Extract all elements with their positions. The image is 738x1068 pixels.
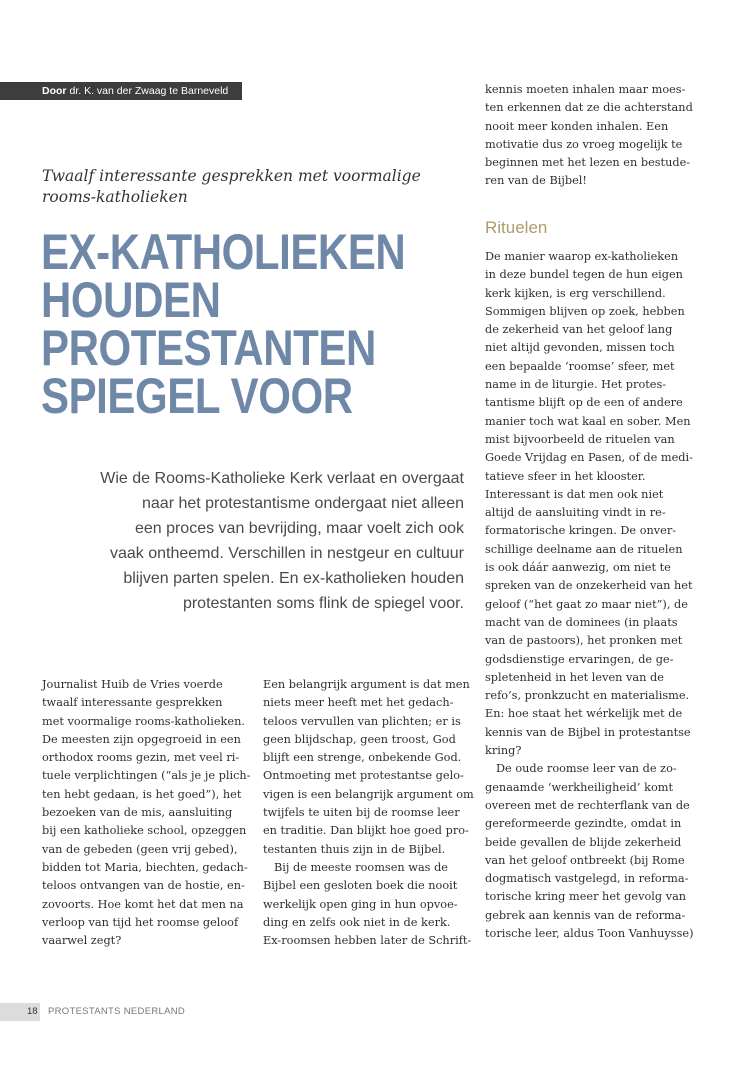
body-line: schillige deelname aan de rituelen xyxy=(485,542,683,556)
article-subtitle xyxy=(42,166,442,208)
body-line: gereformeerde gezindte, omdat in xyxy=(485,817,682,831)
body-line: werkelijk open ging in hun opvoe- xyxy=(263,897,458,911)
body-line: Bij de meeste roomsen was de xyxy=(274,860,448,874)
body-line: manier toch wat kaal en sober. Men xyxy=(485,414,691,428)
body-line: tantisme blijft op de een of andere xyxy=(485,396,683,410)
article-lead xyxy=(100,466,464,616)
lead-line: protestanten soms flink de spiegel voor. xyxy=(182,595,464,612)
body-line: Interessant is dat men ook niet xyxy=(485,487,664,501)
body-line: geen blijdschap, geen troost, God xyxy=(263,732,456,746)
body-line: De meesten zijn opgegroeid in een xyxy=(42,732,241,746)
body-line: blijft een strenge, onbekende God. xyxy=(263,751,462,765)
body-line: formatorische kringen. De onver- xyxy=(485,524,677,538)
headline-line: HOUDEN xyxy=(41,272,221,328)
body-line: en traditie. Dan blijkt hoe goed pro- xyxy=(263,824,469,838)
body-line: genaamde ‘werkheiligheid’ komt xyxy=(485,780,673,794)
body-line: Bijbel een gesloten boek die nooit xyxy=(263,879,458,893)
body-line: twaalf interessante gesprekken xyxy=(42,696,223,710)
body-line: niet altijd gevonden, missen toch xyxy=(485,341,675,355)
subtitle-line: Twaalf interessante gesprekken met voormalige xyxy=(42,167,421,185)
subtitle-line: rooms-katholieken xyxy=(42,188,188,206)
body-line: kerk kijken, is erg verschillend. xyxy=(485,286,666,300)
body-line: De manier waarop ex-katholieken xyxy=(485,250,679,263)
body-line: En: hoe staat het wérkelijk met de xyxy=(485,707,683,721)
body-line: godsdienstige ervaringen, de ge- xyxy=(485,652,674,666)
body-line: van het geloof ontbreekt (bij Rome xyxy=(485,853,685,867)
body-line: De oude roomse leer van de zo- xyxy=(496,762,677,776)
byline-author: dr. K. van der Zwaag te Barneveld xyxy=(69,85,229,97)
body-line: geloof (“het gaat zo maar niet”), de xyxy=(485,597,688,611)
body-line: tuele verplichtingen (“als je je plich- xyxy=(42,769,251,783)
body-line: in deze bundel tegen de hun eigen xyxy=(485,268,683,282)
body-line: beide gevallen de blijde zekerheid xyxy=(485,835,682,849)
body-line: motivatie dus zo vroeg mogelijk te xyxy=(485,137,683,151)
body-line: Ex-roomsen hebben later de Schrift- xyxy=(263,934,472,948)
lead-line: vaak ontheemd. Verschillen in nestgeur en cultuur xyxy=(110,545,464,562)
byline-bar xyxy=(0,82,242,100)
body-line: tatieve sfeer in het klooster. xyxy=(485,469,646,483)
body-line: ten hebt gedaan, is het goed”), het xyxy=(42,787,242,801)
lead-line: blijven parten spelen. En ex-katholieken houden xyxy=(123,570,464,587)
body-line: name in de liturgie. Het protes- xyxy=(485,378,667,392)
lead-line: Wie de Rooms-Katholieke Kerk verlaat en overgaat xyxy=(100,470,464,487)
body-line: Journalist Huib de Vries voerde xyxy=(42,678,223,691)
magazine-name: PROTESTANTS NEDERLAND xyxy=(48,1006,186,1017)
body-line: kring? xyxy=(485,744,522,758)
body-line: nooit meer konden inhalen. Een xyxy=(485,119,669,133)
body-line: Een belangrijk argument is dat men xyxy=(263,678,470,691)
body-line: refo’s, pronkzucht en materialisme. xyxy=(485,689,690,703)
body-line: kennis moeten inhalen maar moes- xyxy=(485,83,686,96)
body-line: bidden tot Maria, biechten, gedach- xyxy=(42,860,248,874)
page-number: 18 xyxy=(27,1006,38,1017)
body-column-3 xyxy=(485,248,715,943)
headline-line: PROTESTANTEN xyxy=(41,320,376,376)
body-line: een bepaalde ‘roomse’ sfeer, met xyxy=(485,359,675,373)
body-line: bezoeken van de mis, aansluiting xyxy=(42,806,233,820)
body-line: overeen met de rechterflank van de xyxy=(485,798,690,812)
body-line: kennis van de Bijbel in protestantse xyxy=(485,725,691,739)
body-line: altijd de aansluiting vindt in re- xyxy=(485,506,666,520)
body-line: van de gebeden (geen vrij gebed), xyxy=(42,842,238,856)
byline-label: Door xyxy=(42,85,67,97)
body-line: vigen is een belangrijk argument om xyxy=(263,787,474,801)
body-line: met voormalige rooms-katholieken. xyxy=(42,714,245,728)
body-line: mist bijvoorbeeld de rituelen van xyxy=(485,432,675,446)
body-line: ding en zelfs ook niet in de kerk. xyxy=(263,915,451,929)
body-line: torische kring meer het gevolg van xyxy=(485,890,687,904)
body-line: vaarwel zegt? xyxy=(42,934,122,948)
body-column-1 xyxy=(42,676,251,950)
body-line: Sommigen blijven op zoek, hebben xyxy=(485,304,685,318)
body-line: twijfels te uiten bij de roomse leer xyxy=(263,806,460,820)
body-line: spreken van de onzekerheid van het xyxy=(485,579,693,593)
body-line: teloos vervullen van plichten; er is xyxy=(263,714,461,728)
body-line: zovoorts. Hoe komt het dat men na xyxy=(42,897,244,911)
body-line: ten erkennen dat ze die achterstand xyxy=(485,101,693,115)
body-line: is ook dáár aanwezig, om niet te xyxy=(485,561,671,575)
body-line: de zekerheid van het geloof lang xyxy=(485,323,673,337)
body-line: verloop van tijd het roomse geloof xyxy=(42,915,239,929)
body-line: macht van de dominees (in plaats xyxy=(485,615,678,629)
body-line: teloos ontvangen van de hostie, en- xyxy=(42,879,245,893)
body-line: niets meer heeft met het gedach- xyxy=(263,696,454,710)
body-line: beginnen met het lezen en bestude- xyxy=(485,156,691,170)
lead-line: naar het protestantisme ondergaat niet alleen xyxy=(142,495,464,512)
article-headline xyxy=(41,224,406,424)
body-line: orthodox rooms gezin, met veel ri- xyxy=(42,751,240,765)
body-column-3-continuation xyxy=(485,81,715,191)
body-line: Ontmoeting met protestantse gelo- xyxy=(263,769,464,783)
body-line: torische leer, aldus Toon Vanhuysse) xyxy=(485,926,694,940)
body-line: dogmatisch vastgelegd, in reforma- xyxy=(485,872,689,886)
body-column-2 xyxy=(263,676,474,950)
body-line: Goede Vrijdag en Pasen, of de medi- xyxy=(485,451,693,465)
headline-line: SPIEGEL VOOR xyxy=(41,368,353,424)
headline-line: EX-KATHOLIEKEN xyxy=(41,224,406,280)
body-line: gebrek aan kennis van de reforma- xyxy=(485,908,686,922)
lead-line: een proces van bevrijding, maar voelt zich ook xyxy=(134,520,464,537)
body-line: spletenheid in het leven van de xyxy=(485,670,664,684)
body-line: testanten thuis zijn in de Bijbel. xyxy=(263,842,446,856)
body-line: van de pastoors), het pronken met xyxy=(485,634,683,648)
body-line: bij een katholieke school, opzeggen xyxy=(42,824,247,838)
section-heading-rituelen: Rituelen xyxy=(485,218,548,237)
body-line: ren van de Bijbel! xyxy=(485,174,587,188)
